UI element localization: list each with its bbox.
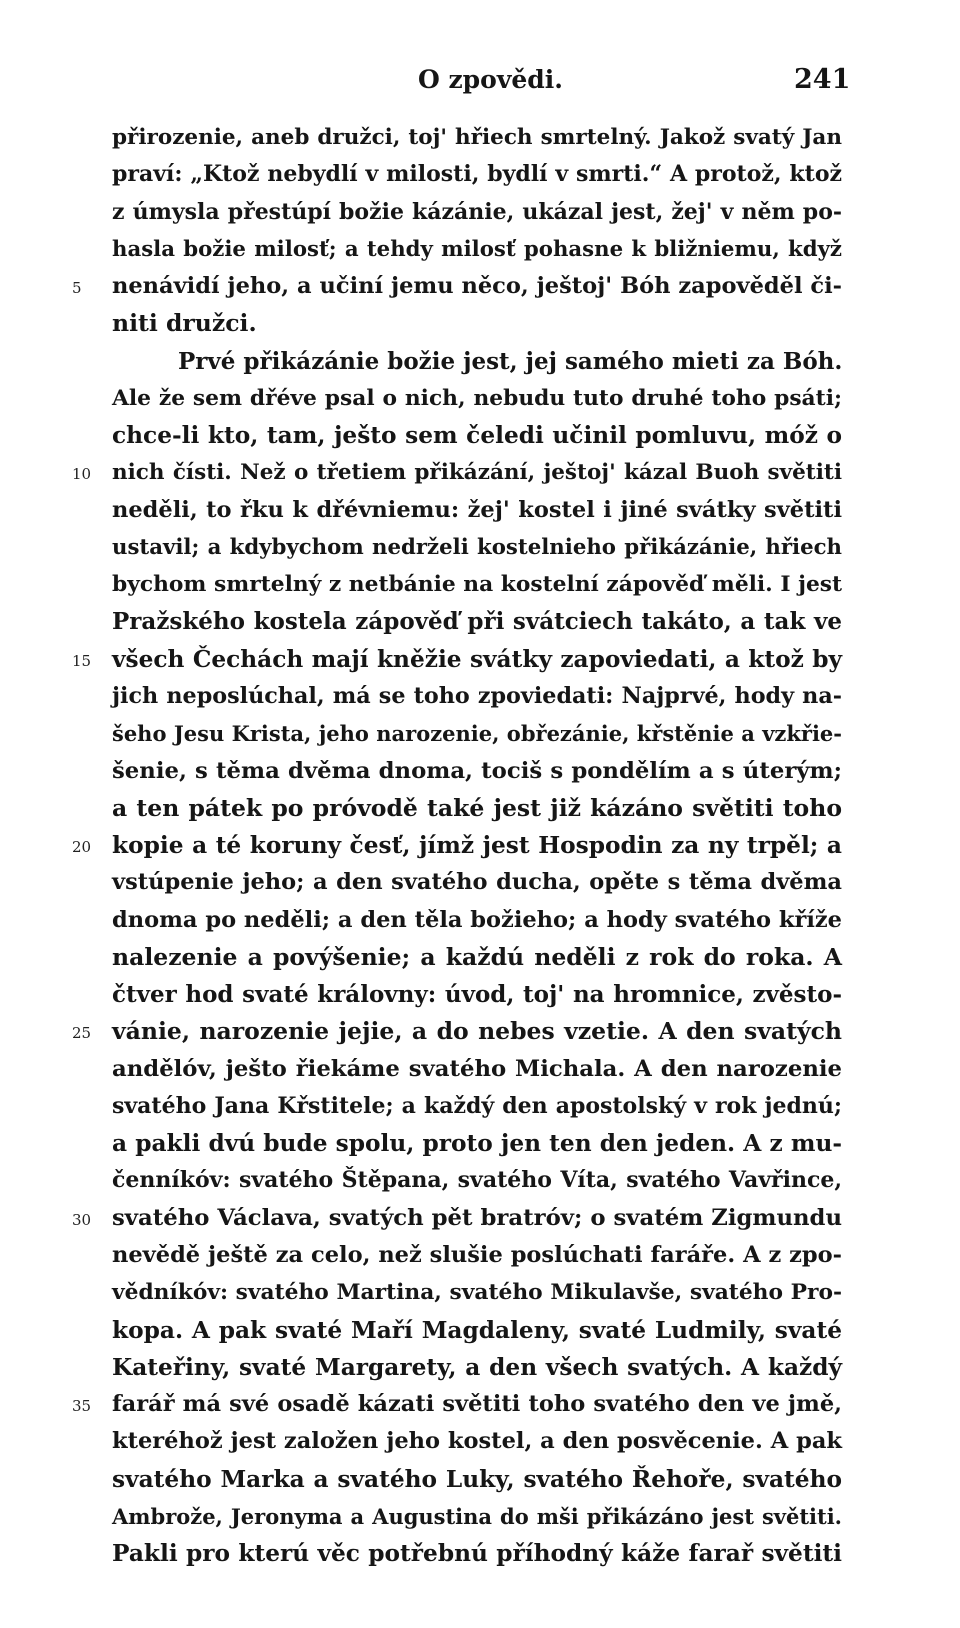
text-line xyxy=(112,1498,842,1535)
text-line xyxy=(112,1237,842,1274)
line-text: svatého Marka a svatého Luky, svatého Řehoře, svatého xyxy=(112,1465,842,1493)
text-line xyxy=(112,1088,842,1125)
line-text: svatého Václava, svatých pět bratróv; o svatém Zigmundu xyxy=(112,1204,842,1231)
page-header xyxy=(0,60,960,100)
text-line xyxy=(72,1386,842,1423)
text-line xyxy=(112,864,842,901)
text-line xyxy=(112,1274,842,1311)
line-text: Kateřiny, svaté Margarety, a den všech svatých. A každý xyxy=(112,1353,842,1381)
line-text: vánie, narozenie jejie, a do nebes vzetie. A den svatých xyxy=(112,1017,842,1046)
line-text: všech Čechách mají kněžie svátky zapoviedati, a ktož by xyxy=(112,645,842,673)
line-text: chce-li kto, tam, ješto sem čeledi učinil pomluvu, móž o xyxy=(112,422,842,450)
line-text: nalezenie a povýšenie; a každú neděli z rok do roka. A xyxy=(112,942,842,971)
line-number: 10 xyxy=(72,465,92,484)
text-line xyxy=(112,231,842,268)
line-text: dnoma po neděli; a den těla božieho; a hody svatého kříže xyxy=(112,906,842,933)
line-text: vědníkóv: svatého Martina, svatého Mikulavše, svatého Pro- xyxy=(112,1280,842,1306)
text-line xyxy=(112,1423,842,1460)
line-number: 35 xyxy=(72,1397,92,1416)
line-text: farář má své osadě kázati světiti toho svatého den ve jmě, xyxy=(112,1391,842,1418)
line-text: niti družci. xyxy=(112,309,257,338)
text-line xyxy=(112,976,842,1013)
line-text: přirozenie, aneb družci, toj' hřiech smrtelný. Jakož svatý Jan xyxy=(112,125,842,150)
line-text: Ambrože, Jeronyma a Augustina do mši přikázáno jest světiti. xyxy=(112,1503,842,1529)
text-line xyxy=(112,1051,842,1088)
line-text: nenávidí jeho, a učiní jemu něco, ještoj' Bóh zapověděl či- xyxy=(112,273,842,300)
line-number: 5 xyxy=(72,279,82,298)
line-text: šenie, s těma dvěma dnoma, tociš s pondělím a s úterým; xyxy=(112,757,842,784)
line-text: jich neposlúchal, má se toho zpoviedati: Najprvé, hody na- xyxy=(112,682,842,709)
line-text: neděli, to řku k dřévniemu: žej' kostel i jiné svátky světiti xyxy=(112,496,842,523)
text-line xyxy=(112,492,842,529)
text-line xyxy=(112,1162,842,1199)
line-text: a ten pátek po próvodě také jest již kázáno světiti toho xyxy=(112,793,842,822)
line-text: Pakli pro kterú věc potřebnú příhodný káže farař světiti xyxy=(112,1540,842,1568)
line-text: hasla božie milosť; a tehdy milosť pohasne k bližniemu, když xyxy=(112,236,842,262)
text-line xyxy=(112,753,842,790)
line-text: nevědě ještě za celo, než slušie poslúchati faráře. A z zpo- xyxy=(112,1241,842,1268)
text-line xyxy=(72,1013,842,1050)
text-line xyxy=(112,1312,842,1349)
text-line xyxy=(72,1200,842,1237)
text-line xyxy=(72,268,842,305)
body-text xyxy=(72,119,843,1572)
text-line xyxy=(112,156,842,193)
text-line xyxy=(112,678,842,715)
text-line xyxy=(112,305,842,342)
text-line xyxy=(112,939,842,976)
line-text: čenníkóv: svatého Štěpana, svatého Víta, svatého Vavřince, xyxy=(112,1167,842,1194)
line-text: Pražského kostela zápověď při svátciech takáto, a tak ve xyxy=(112,608,842,636)
text-line xyxy=(112,1461,842,1498)
line-text: kopie a té koruny česť, jímž jest Hospodin za ny trpěl; a xyxy=(112,832,842,860)
line-text: Prvé přikázánie božie jest, jej samého mieti za Bóh. xyxy=(178,347,843,375)
line-number: 15 xyxy=(72,651,92,670)
running-title: O zpovědi. xyxy=(418,65,563,94)
line-text: šeho Jesu Krista, jeho narozenie, obřezánie, křstěnie a vzkřie- xyxy=(112,721,842,747)
line-text: kopa. A pak svaté Maří Magdaleny, svaté Ludmily, svaté xyxy=(112,1316,842,1344)
line-text: Ale že sem dřéve psal o nich, nebudu tuto druhé toho psáti; xyxy=(112,385,842,411)
text-line xyxy=(72,827,842,864)
text-line xyxy=(112,343,842,380)
line-text: z úmysla přestúpí božie kázánie, ukázal jest, žej' v něm po- xyxy=(112,198,842,225)
text-line xyxy=(112,119,842,156)
text-line xyxy=(112,417,842,454)
text-line xyxy=(72,641,842,678)
line-number: 20 xyxy=(72,838,92,857)
line-text: čtver hod svaté královny: úvod, toj' na hromnice, zvěsto- xyxy=(112,981,842,1009)
text-line xyxy=(72,454,842,491)
text-line xyxy=(112,902,842,939)
text-line xyxy=(112,603,842,640)
text-line xyxy=(112,790,842,827)
text-line xyxy=(112,194,842,231)
line-text: praví: „Ktož nebydlí v milosti, bydlí v smrti.“ A protož, ktož xyxy=(112,161,842,188)
line-number: 25 xyxy=(72,1024,92,1043)
line-text: ustavil; a kdybychom nedrželi kostelnieho přikázánie, hřiech xyxy=(112,534,842,560)
line-text: nich čísti. Než o třetiem přikázání, ještoj' kázal Buoh světiti xyxy=(112,460,842,486)
line-text: svatého Jana Křstitele; a každý den apostolský v rok jednú; xyxy=(112,1092,842,1119)
text-line xyxy=(112,380,842,417)
text-line xyxy=(112,715,842,752)
line-text: vstúpenie jeho; a den svatého ducha, opěte s těma dvěma xyxy=(112,869,842,896)
line-number: 30 xyxy=(72,1210,92,1229)
line-text: bychom smrtelný z netbánie na kostelní zápověď měli. I jest xyxy=(112,572,843,598)
line-text: kteréhož jest založen jeho kostel, a den posvěcenie. A pak xyxy=(112,1428,842,1455)
page-number: 241 xyxy=(794,64,851,95)
line-text: a pakli dvú bude spolu, proto jen ten den jeden. A z mu- xyxy=(112,1130,842,1158)
text-line xyxy=(112,1535,842,1572)
line-text: andělóv, ješto řiekáme svatého Michala. A den narozenie xyxy=(112,1055,842,1082)
text-line xyxy=(112,566,842,603)
text-line xyxy=(112,1125,842,1162)
text-line xyxy=(112,1349,842,1386)
text-line xyxy=(112,529,842,566)
